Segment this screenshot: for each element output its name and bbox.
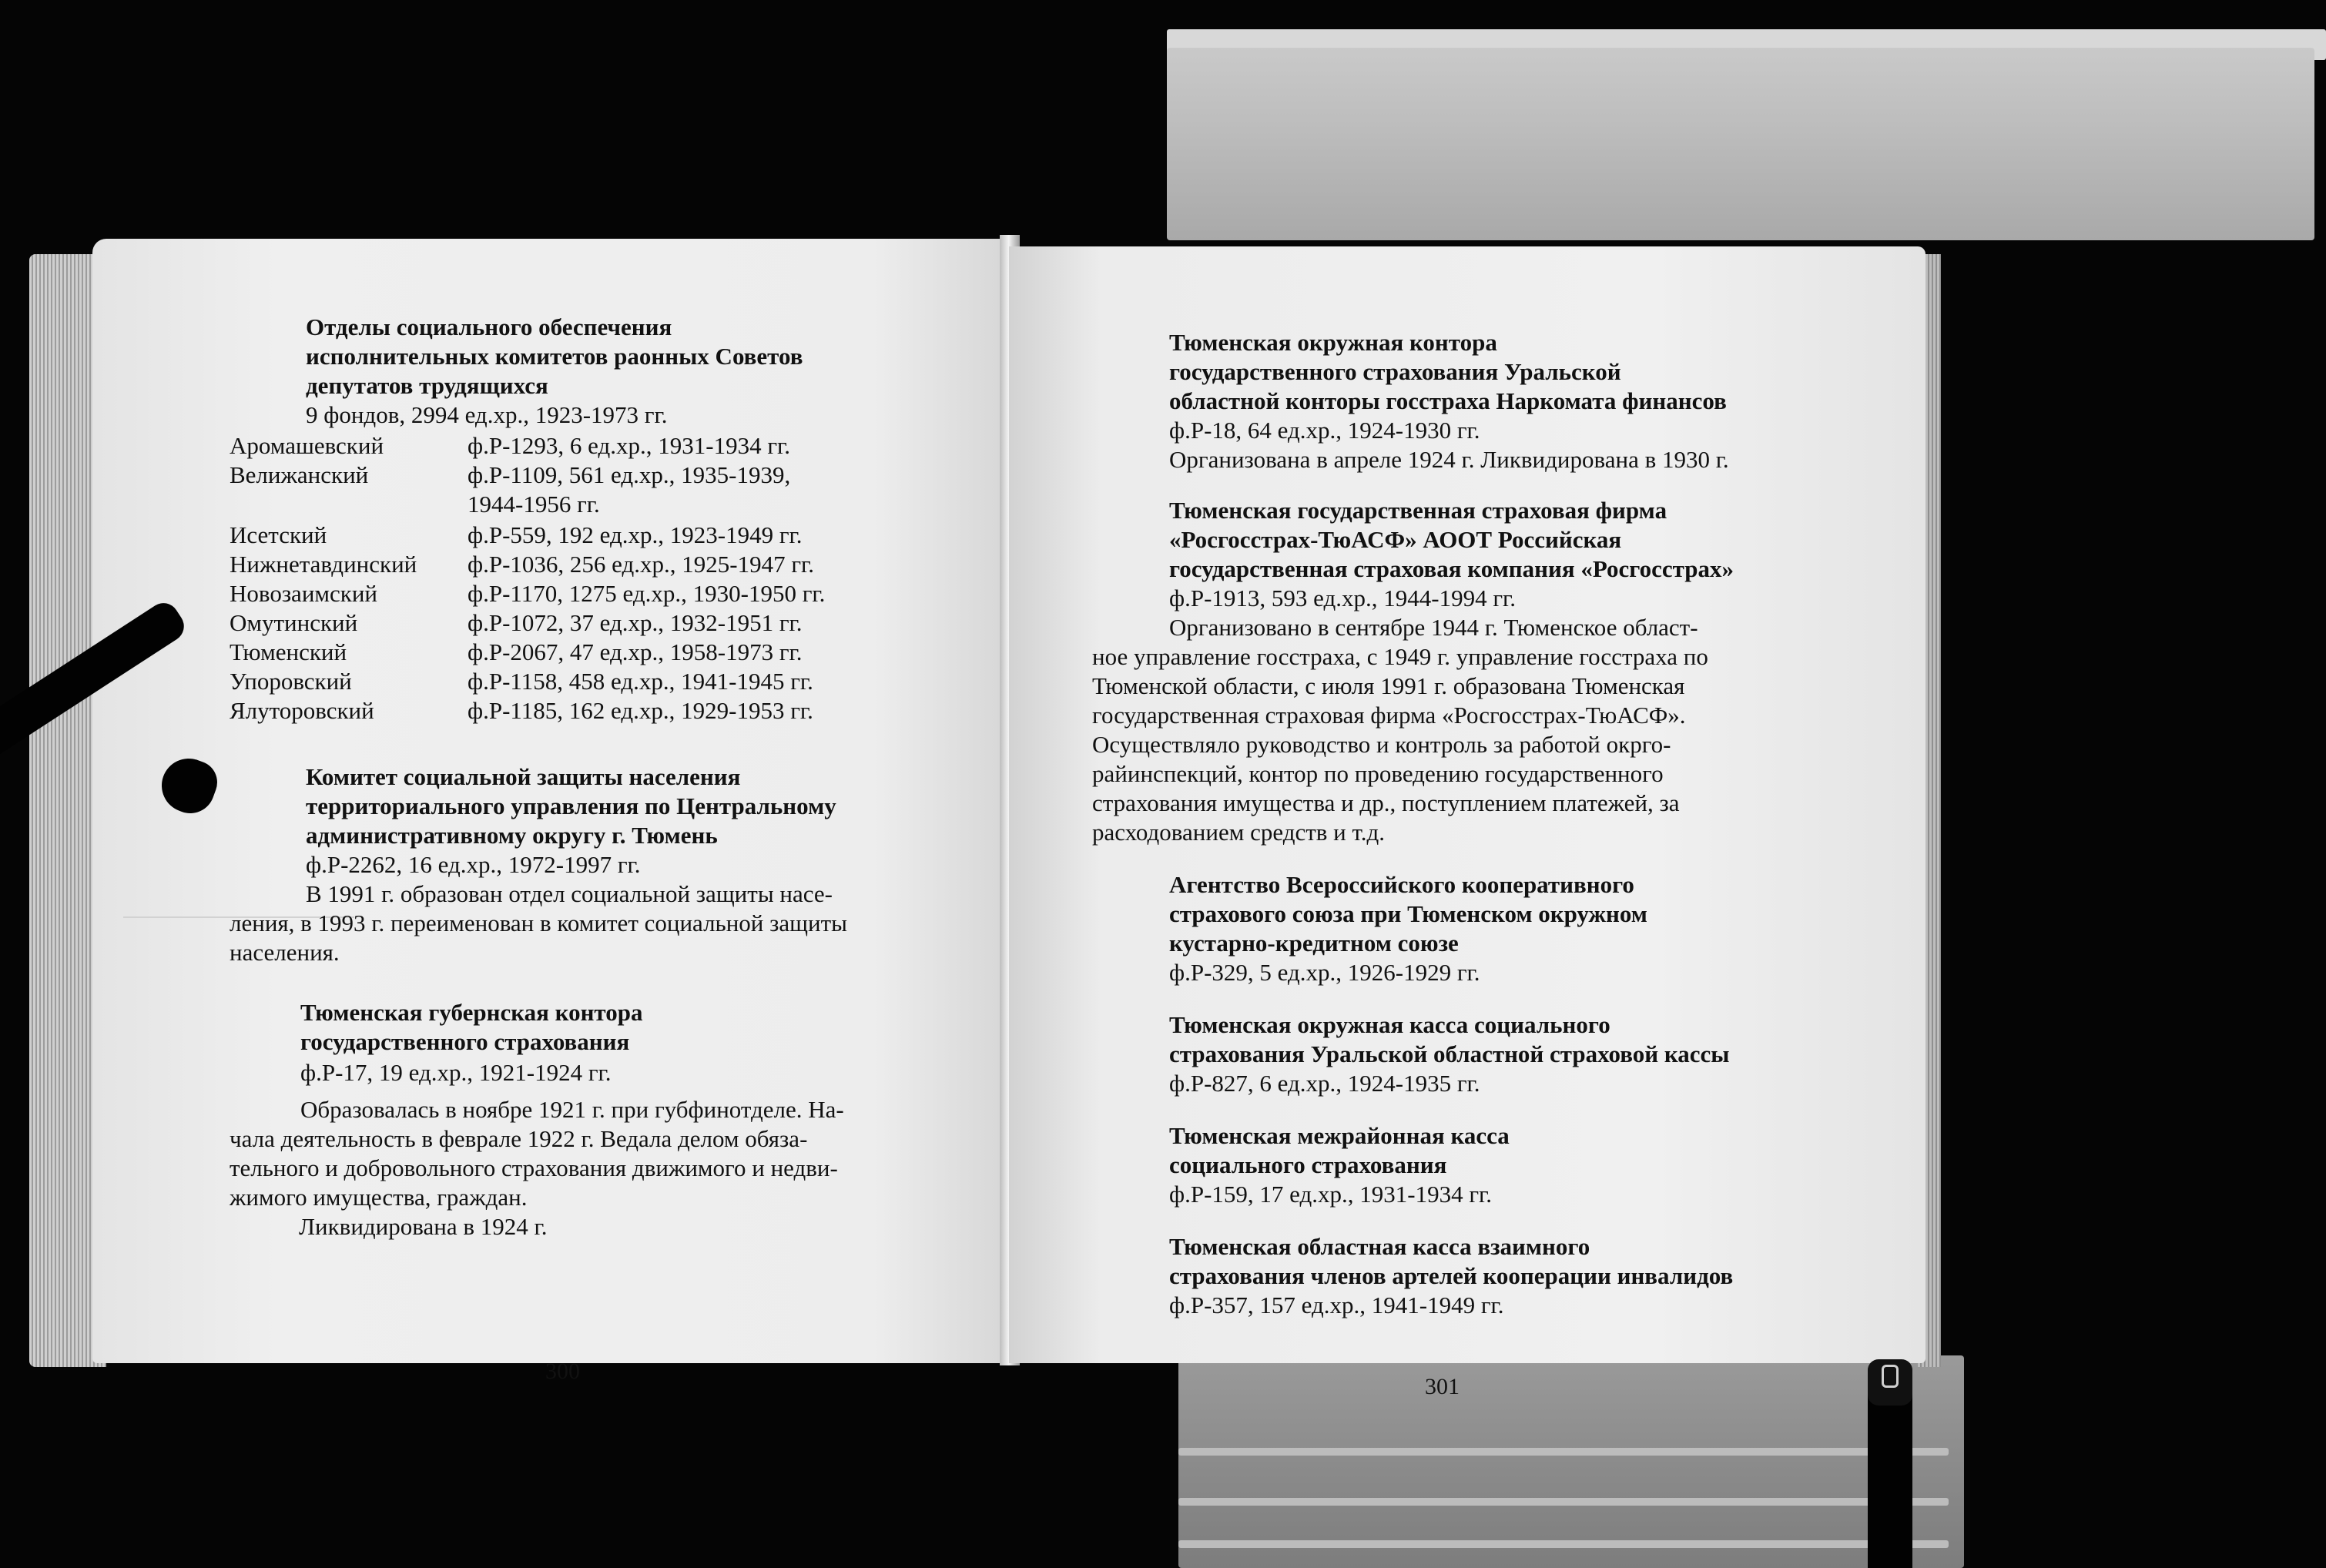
section-title-line: государственная страховая компания «Росгосстрах» [1169, 555, 1734, 582]
section-title-line: Тюменская окружная контора [1169, 329, 1497, 356]
fond-reference: ф.Р-357, 157 ед.хр., 1941-1949 гг. [1169, 1292, 1504, 1318]
section-title-line: государственного страхования [300, 1028, 630, 1055]
fond-reference: ф.Р-1036, 256 ед.хр., 1925-1947 гг. [468, 551, 815, 578]
body-text-line: чала деятельность в феврале 1922 г. Ведала делом обяза- [230, 1125, 808, 1152]
section-title-line: Тюменская государственная страховая фирма [1169, 497, 1667, 524]
fond-reference: ф.Р-329, 5 ед.хр., 1926-1929 гг. [1169, 959, 1480, 986]
page-number: 301 [1425, 1374, 1460, 1399]
body-text-line: Организовано в сентябре 1944 г. Тюменское област- [1169, 614, 1698, 641]
fond-reference: ф.Р-18, 64 ед.хр., 1924-1930 гг. [1169, 417, 1480, 444]
fond-reference: ф.Р-827, 6 ед.хр., 1924-1935 гг. [1169, 1070, 1480, 1097]
district-name: Омутинский [230, 609, 358, 636]
fond-reference: ф.Р-559, 192 ед.хр., 1923-1949 гг. [468, 521, 803, 548]
section-title-line: Тюменская губернская контора [300, 999, 643, 1026]
background-box-line [1178, 1498, 1949, 1506]
section-title-line: «Росгосстрах-ТюАСФ» АООТ Российская [1169, 526, 1622, 553]
section-title-line: страхования членов артелей кооперации инвалидов [1169, 1262, 1734, 1289]
fond-reference: ф.Р-2067, 47 ед.хр., 1958-1973 гг. [468, 638, 803, 665]
body-text-line: населения. [230, 939, 340, 966]
strap-marker [1882, 1365, 1899, 1388]
fond-reference: ф.Р-1072, 37 ед.хр., 1932-1951 гг. [468, 609, 803, 636]
section-title-line: Отделы социального обеспечения [306, 313, 672, 340]
section-title-line: Комитет социальной защиты населения [306, 763, 741, 790]
section-title-line: кустарно-кредитном союзе [1169, 930, 1459, 957]
fond-reference: ф.Р-1109, 561 ед.хр., 1935-1939, [468, 461, 791, 488]
background-box-line [1178, 1540, 1949, 1548]
body-text-line: Образовалась в ноябре 1921 г. при губфинотделе. На- [300, 1096, 844, 1123]
fond-reference: ф.Р-159, 17 ед.хр., 1931-1934 гг. [1169, 1181, 1493, 1208]
district-name: Упоровский [230, 668, 352, 695]
section-title-line: страхового союза при Тюменском окружном [1169, 900, 1647, 927]
section-title-line: территориального управления по Центральному [306, 792, 836, 819]
section-title-line: страхования Уральской областной страховой кассы [1169, 1040, 1730, 1067]
background-box-bottom [1178, 1355, 1964, 1568]
district-name: Тюменский [230, 638, 347, 665]
body-text-line: Осуществляло руководство и контроль за работой окрго- [1092, 731, 1671, 758]
body-text-line: тельного и добровольного страхования движимого и недви- [230, 1154, 838, 1181]
fond-reference: ф.Р-1913, 593 ед.хр., 1944-1994 гг. [1169, 585, 1517, 611]
closing-line: Ликвидирована в 1924 г. [299, 1213, 548, 1240]
right-page [1009, 246, 1925, 1399]
section-title-line: Агентство Всероссийского кооперативного [1169, 871, 1634, 898]
body-text-line: расходованием средств и т.д. [1092, 819, 1386, 846]
background-box-top [1167, 48, 2314, 240]
district-name: Аромашевский [230, 432, 384, 459]
section-title-line: областной конторы госстраха Наркомата финансов [1169, 387, 1727, 414]
body-text-line: райинспекций, контор по проведению государственного [1092, 760, 1664, 787]
left-page [92, 239, 1013, 1384]
section-title-line: административному округу г. Тюмень [306, 822, 718, 849]
body-text-line: Организована в апреле 1924 г. Ликвидирована в 1930 г. [1169, 446, 1729, 473]
background-box-line [1178, 1448, 1949, 1456]
district-name: Исетский [230, 521, 327, 548]
fond-reference: ф.Р-2262, 16 ед.хр., 1972-1997 гг. [306, 851, 641, 878]
fond-reference: ф.Р-1185, 162 ед.хр., 1929-1953 гг. [468, 697, 813, 724]
section-summary: 9 фондов, 2994 ед.хр., 1923-1973 гг. [306, 401, 668, 428]
body-text-line: ления, в 1993 г. переименован в комитет социальной защиты [230, 910, 847, 936]
district-name: Новозаимский [230, 580, 378, 607]
district-name: Нижнетавдинский [230, 551, 417, 578]
district-name: Велижанский [230, 461, 369, 488]
section-title-line: социального страхования [1169, 1151, 1447, 1178]
section-title-line: Тюменская межрайонная касса [1169, 1122, 1510, 1149]
fond-reference-continued: 1944-1956 гг. [468, 491, 600, 518]
fond-reference: ф.Р-17, 19 ед.хр., 1921-1924 гг. [300, 1059, 612, 1086]
section-title-line: депутатов трудящихся [306, 372, 548, 399]
body-text-line: государственная страховая фирма «Росгосстрах-ТюАСФ». [1092, 702, 1686, 729]
section-title-line: государственного страхования Уральской [1169, 358, 1621, 385]
body-text-line: Тюменской области, с июля 1991 г. образована Тюменская [1092, 672, 1685, 699]
body-text-line: В 1991 г. образован отдел социальной защиты насе- [306, 880, 833, 907]
body-text-line: ное управление госстраха, с 1949 г. управление госстраха по [1092, 643, 1708, 670]
fond-reference: ф.Р-1170, 1275 ед.хр., 1930-1950 гг. [468, 580, 826, 607]
page-number: 300 [545, 1359, 580, 1384]
district-name: Ялуторовский [230, 697, 374, 724]
section-title-line: исполнительных комитетов раонных Советов [306, 343, 803, 370]
fond-reference: ф.Р-1158, 458 ед.хр., 1941-1945 гг. [468, 668, 813, 695]
fond-reference: ф.Р-1293, 6 ед.хр., 1931-1934 гг. [468, 432, 791, 459]
body-text-line: страхования имущества и др., поступлением платежей, за [1092, 789, 1680, 816]
body-text-line: жимого имущества, граждан. [230, 1184, 528, 1211]
section-title-line: Тюменская областная касса взаимного [1169, 1233, 1590, 1260]
section-title-line: Тюменская окружная касса социального [1169, 1011, 1610, 1038]
